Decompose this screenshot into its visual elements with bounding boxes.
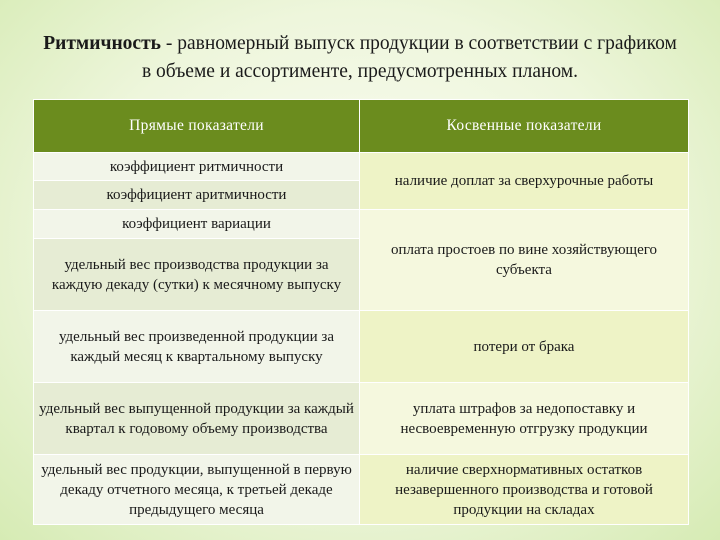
- indicators-table: [33, 99, 689, 525]
- direct-cell: коэффициент аритмичности: [34, 181, 360, 210]
- indirect-cell: уплата штрафов за недопоставку и несвоевременную отгрузку продукции: [360, 383, 689, 455]
- indirect-cell: оплата простоев по вине хозяйствующего субъекта: [360, 210, 689, 311]
- direct-cell: удельный вес производства продукции за каждую декаду (сутки) к месячному выпуску: [34, 239, 360, 311]
- direct-cell: коэффициент ритмичности: [34, 153, 360, 181]
- direct-cell: удельный вес продукции, выпущенной в первую декаду отчетного месяца, к третьей декаде предыдущего месяца: [34, 455, 360, 525]
- indirect-cell: наличие сверхнормативных остатков незавершенного производства и готовой продукции на складах: [360, 455, 689, 525]
- header-indirect: Косвенные показатели: [360, 100, 689, 153]
- table-row: [34, 455, 689, 525]
- direct-cell: коэффициент вариации: [34, 210, 360, 239]
- header-direct: Прямые показатели: [34, 100, 360, 153]
- title-term: Ритмичность: [43, 33, 161, 54]
- slide-title: [40, 30, 680, 86]
- table-row: [34, 383, 689, 455]
- title-definition: - равномерный выпуск продукции в соответствии с графиком в объеме и ассортименте, предусмотренных планом.: [141, 33, 677, 82]
- table-header-row: [34, 100, 689, 153]
- table-row: [34, 311, 689, 383]
- table-row: [34, 210, 689, 239]
- table-row: [34, 153, 689, 181]
- indirect-cell: наличие доплат за сверхурочные работы: [360, 153, 689, 210]
- direct-cell: удельный вес выпущенной продукции за каждый квартал к годовому объему производства: [34, 383, 360, 455]
- indirect-cell: потери от брака: [360, 311, 689, 383]
- direct-cell: удельный вес произведенной продукции за каждый месяц к квартальному выпуску: [34, 311, 360, 383]
